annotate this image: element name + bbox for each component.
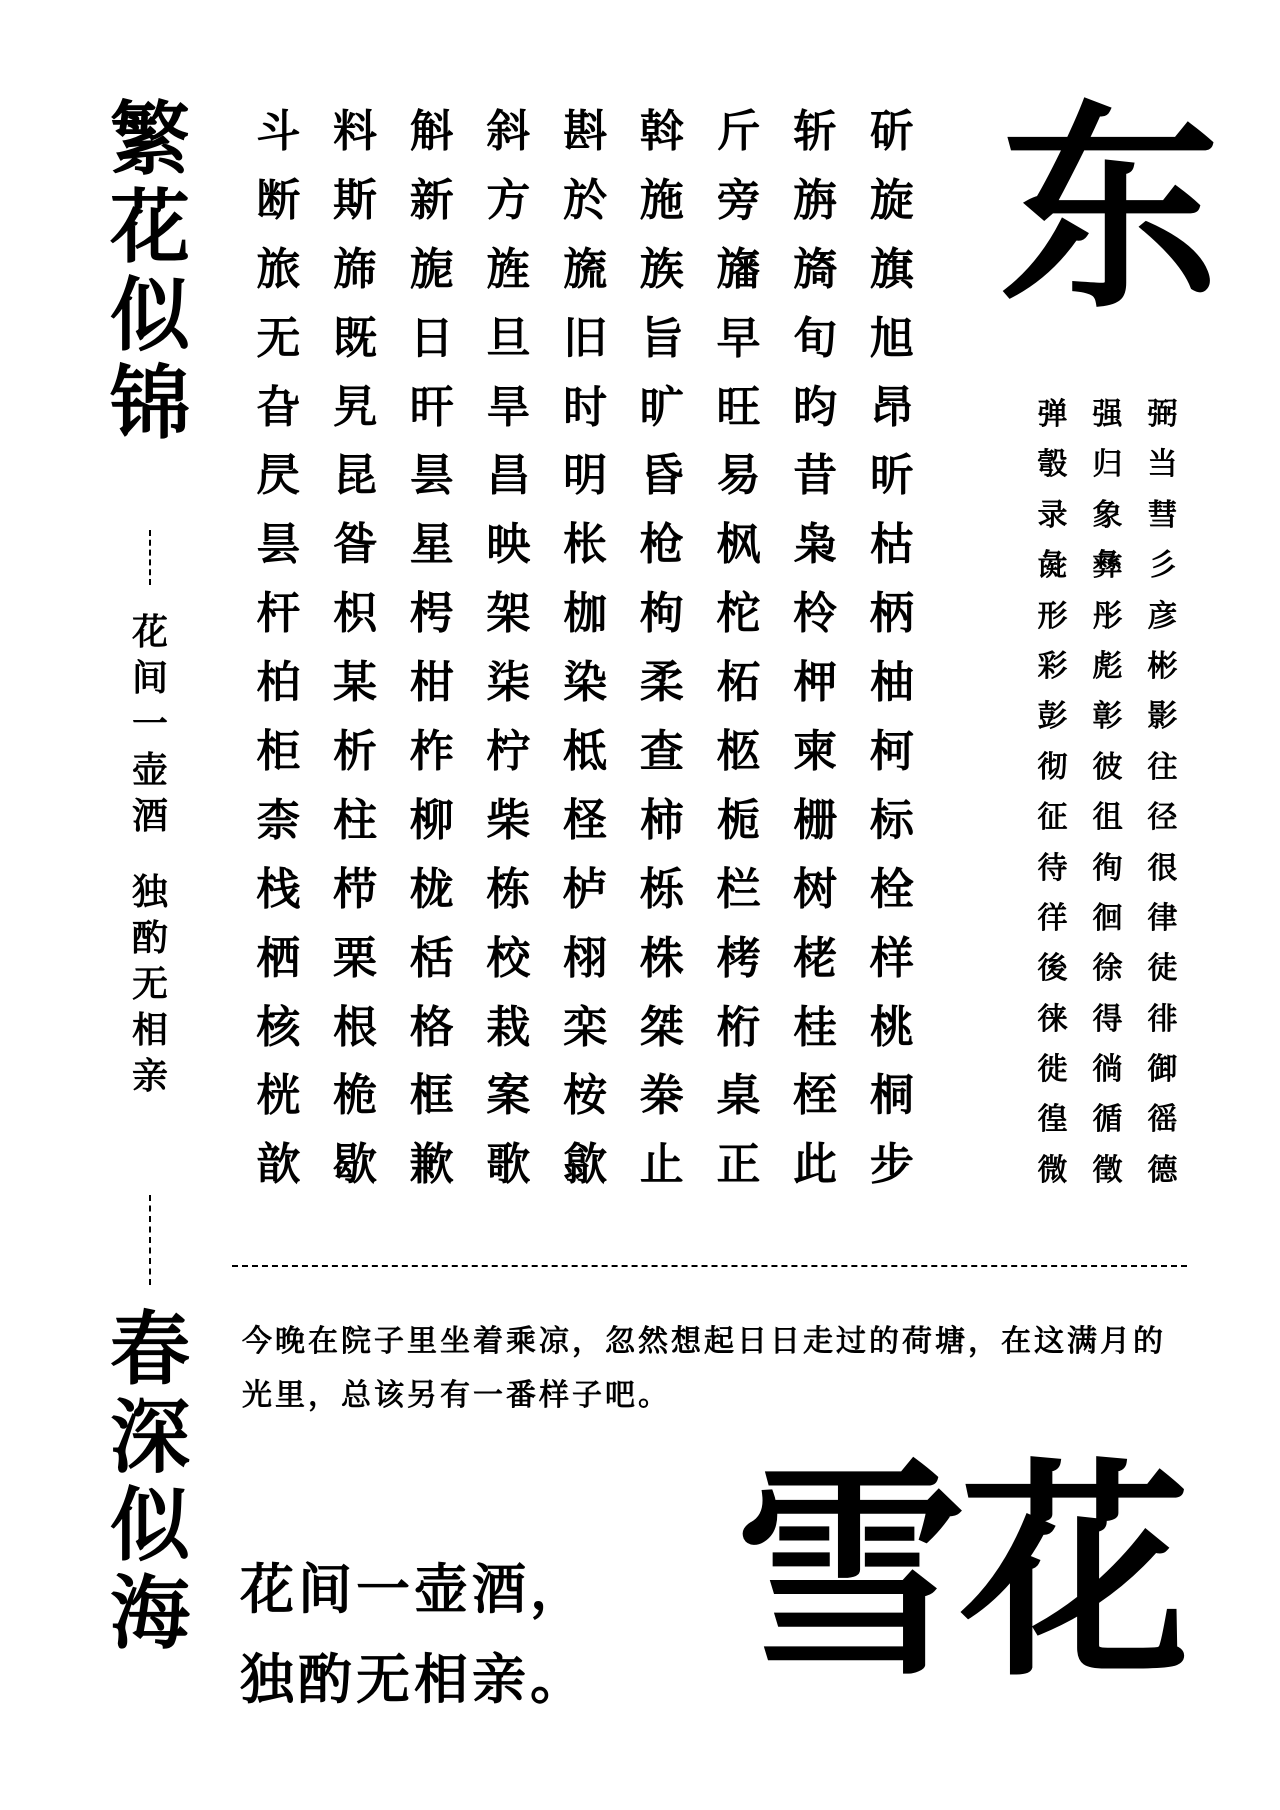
side-grid-char: 彦 [1147,598,1178,634]
grid-char: 旒 [563,243,608,295]
vertical-poem [115,612,185,1105]
grid-char: 斯 [333,174,378,226]
grid-char: 标 [869,794,914,846]
title-bottom-char: 深 [110,1391,190,1484]
grid-char: 昌 [486,450,531,502]
grid-char: 栈 [256,863,301,915]
side-grid-char: 徕 [1037,1001,1068,1037]
dashed-divider-horizontal [232,1265,1187,1267]
side-grid-char: 御 [1147,1052,1178,1088]
grid-char: 柴 [486,794,531,846]
side-grid-char: 徘 [1147,1001,1178,1037]
grid-char: 桂 [793,1001,838,1053]
grid-char: 旰 [409,381,454,433]
grid-char: 歇 [333,1139,378,1191]
side-grid-char: 徨 [1037,1102,1068,1138]
grid-char: 栾 [563,1001,608,1053]
side-grid-char: 很 [1147,850,1178,886]
poem-char: 一 [131,704,168,745]
poem-char: 间 [131,658,168,699]
grid-char: 旖 [793,243,838,295]
poem-block [240,1545,588,1725]
side-grid-char: 象 [1092,497,1123,533]
side-grid-char: 徙 [1037,1052,1068,1088]
grid-char: 方 [486,174,531,226]
side-grid-char: 征 [1037,800,1068,836]
grid-char: 明 [563,450,608,502]
grid-char: 於 [563,174,608,226]
grid-char: 无 [256,312,301,364]
grid-char: 星 [409,519,454,571]
poem-char: 无 [131,964,168,1005]
grid-char: 柞 [409,726,454,778]
grid-char: 柳 [409,794,454,846]
side-grid-char: 彡 [1147,548,1178,584]
grid-char: 柔 [639,657,684,709]
character-grid [240,106,930,1212]
grid-char: 株 [639,932,684,984]
grid-char: 根 [333,1001,378,1053]
grid-char: 柱 [333,794,378,846]
side-grid-char: 徂 [1092,800,1123,836]
grid-char: 柃 [793,588,838,640]
grid-char: 旭 [869,312,914,364]
grid-char: 染 [563,657,608,709]
grid-char: 柬 [793,726,838,778]
grid-char: 昂 [869,381,914,433]
grid-char: 昏 [639,450,684,502]
grid-char: 桁 [716,1001,761,1053]
poem-char: 酒 [131,796,168,837]
grid-char: 此 [793,1139,838,1191]
grid-char: 旁 [716,174,761,226]
grid-char: 易 [716,450,761,502]
grid-char: 昕 [869,450,914,502]
grid-char: 析 [333,726,378,778]
grid-char: 枵 [409,588,454,640]
grid-char: 桊 [639,1070,684,1122]
poem-char: 花 [131,612,168,653]
side-grid-char: 彗 [1147,497,1178,533]
grid-char: 杆 [256,588,301,640]
grid-char: 既 [333,312,378,364]
side-grid-char: 彀 [1037,447,1068,483]
poem-char: 独 [131,872,168,913]
grid-char: 桎 [793,1070,838,1122]
grid-char: 正 [716,1139,761,1191]
grid-char: 柩 [716,726,761,778]
side-grid-char: 录 [1037,497,1068,533]
grid-char: 斫 [869,106,914,157]
side-grid-char: 影 [1147,699,1178,735]
grid-char: 旨 [639,312,684,364]
grid-char: 桀 [639,1001,684,1053]
side-grid-char: 徊 [1092,900,1123,936]
grid-char: 桅 [333,1070,378,1122]
grid-char: 昆 [333,450,378,502]
side-grid-char: 彝 [1092,548,1123,584]
grid-char: 栳 [793,932,838,984]
poem-line: 独酌无相亲。 [240,1648,588,1711]
side-grid-char: 彰 [1092,699,1123,735]
side-character-grid [1025,397,1215,1206]
side-grid-char: 弹 [1037,397,1068,432]
side-grid-char: 徉 [1037,900,1068,936]
grid-char: 栌 [563,863,608,915]
side-grid-char: 徵 [1092,1152,1123,1188]
grid-char: 桄 [256,1070,301,1122]
grid-char: 旧 [563,312,608,364]
side-grid-char: 彩 [1037,648,1068,684]
side-grid-char: 归 [1092,447,1123,483]
big-sample-char: 东 [1000,82,1221,338]
title-bottom-char: 海 [110,1567,190,1660]
grid-char: 栏 [716,863,761,915]
side-grid-char: 彪 [1092,648,1123,684]
grid-char: 枳 [333,588,378,640]
grid-char: 柙 [793,657,838,709]
grid-char: 查 [639,726,684,778]
grid-char: 某 [333,657,378,709]
grid-char: 柄 [869,588,914,640]
side-grid-char: 当 [1147,447,1178,483]
grid-char: 核 [256,1001,301,1053]
dashed-divider-vertical [149,1195,151,1285]
side-grid-char: 微 [1037,1152,1068,1188]
side-grid-char: 彻 [1037,749,1068,785]
title-top-char: 似 [110,269,190,362]
grid-char: 斛 [409,106,454,157]
grid-char: 柜 [256,726,301,778]
side-grid-char: 待 [1037,850,1068,886]
poem-char: 亲 [131,1056,168,1097]
grid-char: 架 [486,588,531,640]
grid-char: 旃 [793,174,838,226]
grid-char: 栓 [869,863,914,915]
grid-char: 柏 [256,657,301,709]
grid-char: 昃 [256,450,301,502]
title-top-char: 花 [110,181,190,274]
grid-char: 斟 [563,106,608,157]
grid-char: 柽 [563,794,608,846]
grid-char: 栲 [716,932,761,984]
side-grid-char: 彤 [1092,598,1123,634]
grid-char: 旅 [256,243,301,295]
grid-char: 施 [639,174,684,226]
grid-char: 早 [716,312,761,364]
grid-char: 歉 [409,1139,454,1191]
grid-char: 斜 [486,106,531,157]
side-grid-char: 律 [1147,900,1178,936]
poem-char: 酌 [131,918,168,959]
grid-char: 枨 [563,519,608,571]
grid-char: 柘 [716,657,761,709]
title-bottom-char: 春 [110,1303,190,1396]
grid-char: 枫 [716,519,761,571]
grid-char: 树 [793,863,838,915]
grid-char: 旌 [486,243,531,295]
grid-char: 枸 [639,588,684,640]
grid-char: 旆 [333,243,378,295]
side-grid-char: 循 [1092,1102,1123,1138]
side-grid-char: 徭 [1147,1102,1178,1138]
grid-char: 栖 [256,932,301,984]
side-grid-char: 彭 [1037,699,1068,735]
grid-char: 昙 [409,450,454,502]
grid-char: 歌 [486,1139,531,1191]
grid-char: 栀 [716,794,761,846]
grid-char: 柁 [716,588,761,640]
grid-char: 旱 [486,381,531,433]
grid-char: 断 [256,174,301,226]
grid-char: 斡 [639,106,684,157]
grid-char: 桃 [869,1001,914,1053]
grid-char: 昀 [793,381,838,433]
grid-char: 栽 [486,1001,531,1053]
vertical-title-bottom [100,1303,200,1662]
grid-char: 案 [486,1070,531,1122]
grid-char: 格 [409,1001,454,1053]
grid-char: 样 [869,932,914,984]
poem-line: 花间一壶酒， [240,1558,588,1621]
grid-char: 旋 [869,174,914,226]
grid-char: 栝 [409,932,454,984]
grid-char: 旺 [716,381,761,433]
title-bottom-char: 似 [110,1479,190,1572]
side-grid-char: 德 [1147,1152,1178,1188]
grid-char: 旗 [869,243,914,295]
grid-char: 时 [563,381,608,433]
grid-char: 日 [409,312,454,364]
side-grid-char: 彘 [1037,548,1068,584]
grid-char: 昝 [333,519,378,571]
side-grid-char: 径 [1147,800,1178,836]
side-grid-char: 弼 [1147,397,1178,432]
side-grid-char: 强 [1092,397,1123,432]
side-grid-char: 形 [1037,598,1068,634]
grid-char: 柚 [869,657,914,709]
grid-char: 栅 [793,794,838,846]
side-grid-char: 彬 [1147,648,1178,684]
grid-char: 栗 [333,932,378,984]
grid-char: 昔 [793,450,838,502]
side-grid-char: 往 [1147,749,1178,785]
title-top-char: 繁 [110,93,190,186]
grid-char: 旮 [256,381,301,433]
side-grid-char: 得 [1092,1001,1123,1037]
grid-char: 映 [486,519,531,571]
side-grid-char: 後 [1037,951,1068,987]
dashed-divider-vertical [149,530,151,585]
side-grid-char: 徜 [1092,1052,1123,1088]
grid-char: 柠 [486,726,531,778]
grid-char: 斗 [256,106,301,157]
grid-char: 柰 [256,794,301,846]
poem-char: 相 [131,1010,168,1051]
grid-char: 新 [409,174,454,226]
grid-char: 桌 [716,1070,761,1122]
grid-char: 柯 [869,726,914,778]
grid-char: 栎 [639,863,684,915]
grid-char: 歆 [256,1139,301,1191]
grid-char: 柒 [486,657,531,709]
grid-char: 桉 [563,1070,608,1122]
grid-char: 昙 [256,519,301,571]
side-grid-char: 徐 [1092,951,1123,987]
grid-char: 枷 [563,588,608,640]
grid-char: 校 [486,932,531,984]
grid-char: 旎 [409,243,454,295]
side-grid-char: 徒 [1147,951,1178,987]
vertical-title-top [100,93,200,452]
grid-char: 枯 [869,519,914,571]
grid-char: 旛 [716,243,761,295]
grid-char: 族 [639,243,684,295]
grid-char: 斤 [716,106,761,157]
grid-char: 歙 [563,1139,608,1191]
grid-char: 枪 [639,519,684,571]
grid-char: 旷 [639,381,684,433]
sample-paragraph: 今晚在院子里坐着乘凉，忽然想起日日走过的荷塘，在这满月的光里，总该另有一番样子吧。 [242,1324,1166,1413]
grid-char: 栋 [486,863,531,915]
grid-char: 旬 [793,312,838,364]
title-top-char: 锦 [110,357,190,450]
grid-char: 止 [639,1139,684,1191]
grid-char: 步 [869,1139,914,1191]
grid-char: 旦 [486,312,531,364]
grid-char: 栉 [333,863,378,915]
side-grid-char: 彼 [1092,749,1123,785]
grid-char: 料 [333,106,378,157]
grid-char: 柿 [639,794,684,846]
grid-char: 栊 [409,863,454,915]
grid-char: 枭 [793,519,838,571]
big-sample-word: 雪花 [735,1441,1184,1708]
grid-char: 柢 [563,726,608,778]
grid-char: 斩 [793,106,838,157]
grid-char: 框 [409,1070,454,1122]
side-grid-char: 徇 [1092,850,1123,886]
grid-char: 旯 [333,381,378,433]
grid-char: 栩 [563,932,608,984]
grid-char: 柑 [409,657,454,709]
poem-char: 壶 [131,750,168,791]
grid-char: 桐 [869,1070,914,1122]
